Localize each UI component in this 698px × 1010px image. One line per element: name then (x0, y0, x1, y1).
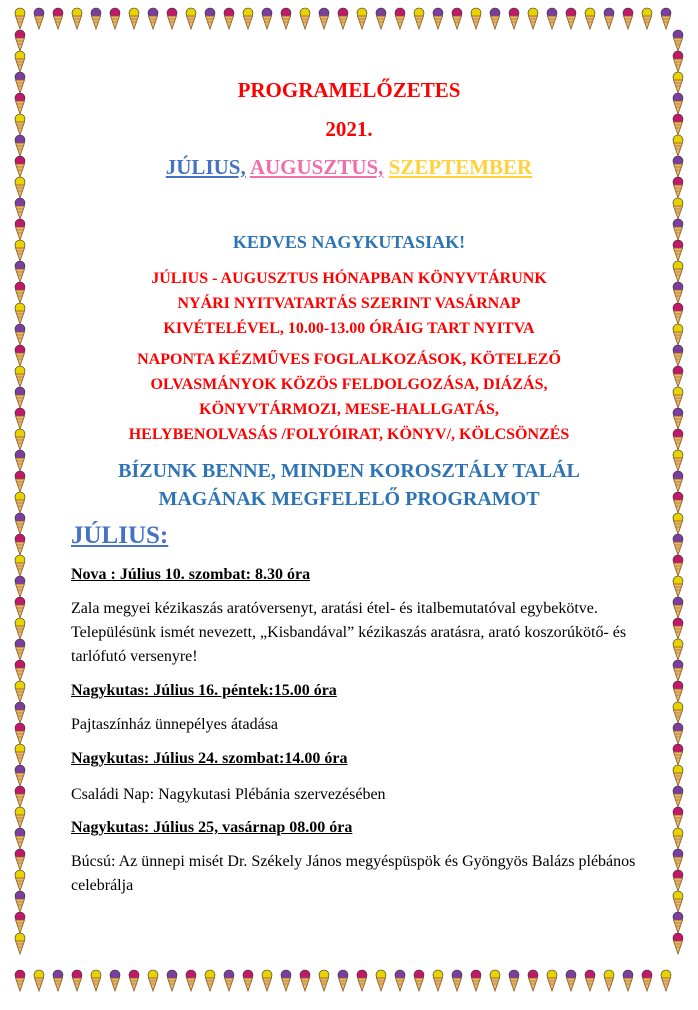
ice-cream-cone-icon (15, 471, 25, 492)
ice-cream-cone-icon (376, 8, 386, 29)
ice-cream-cone-icon (673, 324, 683, 345)
ice-cream-cone-icon (585, 970, 595, 991)
ice-cream-cone-icon (673, 345, 683, 366)
ice-cream-cone-icon (15, 933, 25, 954)
ice-cream-cone-icon (547, 8, 557, 29)
ice-cream-cone-icon (110, 970, 120, 991)
ice-cream-cone-icon (15, 828, 25, 849)
ice-cream-cone-icon (15, 345, 25, 366)
ice-cream-cone-icon (673, 555, 683, 576)
ice-cream-cone-icon (262, 970, 272, 991)
ice-cream-cone-icon (15, 970, 25, 991)
greeting: KEDVES NAGYKUTASIAK! (232, 232, 466, 252)
ice-cream-cone-icon (566, 970, 576, 991)
ice-cream-cone-icon (673, 219, 683, 240)
ice-cream-cone-icon (205, 8, 215, 29)
ice-cream-cone-icon (167, 970, 177, 991)
ice-cream-cone-icon (15, 240, 25, 261)
ice-cream-cone-icon (673, 828, 683, 849)
ice-cream-cone-icon (15, 8, 25, 29)
section-heading-july: JÚLIUS: (71, 522, 169, 549)
ice-cream-cone-icon (604, 970, 614, 991)
ice-cream-cone-icon (300, 8, 310, 29)
ice-cream-cone-icon (490, 8, 500, 29)
ice-cream-cone-icon (395, 8, 405, 29)
ice-cream-cone-icon (673, 618, 683, 639)
ice-cream-cone-icon (673, 156, 683, 177)
ice-cream-cone-icon (433, 970, 443, 991)
ice-cream-cone-icon (15, 366, 25, 387)
ice-cream-cone-icon (547, 970, 557, 991)
ice-cream-cone-icon (15, 177, 25, 198)
ice-cream-cone-icon (91, 970, 101, 991)
ice-cream-cone-icon (15, 660, 25, 681)
ice-cream-cone-icon (585, 8, 595, 29)
ice-cream-cone-icon (661, 970, 671, 991)
ice-cream-cone-icon (673, 51, 683, 72)
ice-cream-cone-icon (673, 639, 683, 660)
ice-cream-cone-icon (72, 970, 82, 991)
ice-cream-cone-icon (642, 8, 652, 29)
ice-cream-cone-icon (15, 723, 25, 744)
ice-cream-cone-icon (243, 8, 253, 29)
ice-cream-cone-icon (110, 8, 120, 29)
ice-cream-cone-icon (673, 723, 683, 744)
ice-cream-cone-icon (148, 970, 158, 991)
ice-cream-cone-icon (53, 8, 63, 29)
closing-message (60, 457, 638, 513)
ice-cream-cone-icon (673, 660, 683, 681)
ice-cream-cone-icon (673, 72, 683, 93)
ice-cream-cone-icon (509, 8, 519, 29)
month-list (60, 155, 638, 180)
event-heading: Nova : Július 10. szombat: 8.30 óra (71, 566, 311, 583)
ice-cream-cone-icon (15, 534, 25, 555)
ice-cream-cone-icon (300, 970, 310, 991)
ice-cream-cone-icon (433, 8, 443, 29)
ice-cream-cone-icon (15, 891, 25, 912)
ice-cream-cone-icon (186, 8, 196, 29)
event-heading: Nagykutas: Július 25, vasárnap 08.00 óra (71, 819, 353, 836)
ice-cream-cone-icon (673, 534, 683, 555)
ice-cream-cone-icon (673, 471, 683, 492)
flyer-year: 2021. (325, 117, 373, 141)
ice-cream-cone-icon (34, 8, 44, 29)
ice-cream-cone-icon (673, 597, 683, 618)
ice-cream-cone-icon (15, 93, 25, 114)
ice-cream-cone-icon (15, 807, 25, 828)
ice-cream-cone-icon (15, 72, 25, 93)
ice-cream-cone-icon (673, 114, 683, 135)
event-description: Pajtaszínház ünnepélyes átadása (71, 716, 279, 733)
activities-line: KÖNYVTÁRMOZI, MESE-HALLGATÁS, (199, 401, 499, 418)
ice-cream-cone-icon (673, 450, 683, 471)
ice-cream-cone-icon (15, 282, 25, 303)
ice-cream-cone-icon (15, 681, 25, 702)
activities-line: HELYBENOLVASÁS /FOLYÓIRAT, KÖNYV/, KÖLCSÖNZÉS (128, 426, 570, 443)
ice-cream-cone-icon (15, 51, 25, 72)
ice-cream-cone-icon (673, 702, 683, 723)
ice-cream-cone-icon (673, 933, 683, 954)
ice-cream-cone-icon (15, 765, 25, 786)
ice-cream-cone-icon (72, 8, 82, 29)
ice-cream-cone-icon (471, 970, 481, 991)
ice-cream-cone-icon (357, 970, 367, 991)
ice-cream-cone-icon (673, 366, 683, 387)
ice-cream-cone-icon (129, 8, 139, 29)
ice-cream-cone-icon (673, 429, 683, 450)
ice-cream-cone-icon (673, 261, 683, 282)
event-heading: Nagykutas: Július 16. péntek:15.00 óra (71, 682, 337, 699)
ice-cream-cone-icon (338, 8, 348, 29)
ice-cream-cone-icon (148, 8, 158, 29)
ice-cream-cone-icon (34, 970, 44, 991)
ice-cream-cone-icon (673, 513, 683, 534)
ice-cream-cone-icon (414, 970, 424, 991)
activities-notice (60, 347, 638, 447)
ice-cream-cone-icon (15, 324, 25, 345)
ice-cream-cone-icon (15, 849, 25, 870)
activities-line: OLVASMÁNYOK KÖZÖS FELDOLGOZÁSA, DIÁZÁS, (150, 376, 548, 393)
ice-cream-cone-icon (15, 156, 25, 177)
ice-cream-cone-icon (452, 970, 462, 991)
ice-cream-cone-icon (15, 429, 25, 450)
ice-cream-cone-icon (91, 8, 101, 29)
ice-cream-cone-icon (224, 970, 234, 991)
month-september: SZEPTEMBER (388, 155, 533, 179)
ice-cream-cone-icon (376, 970, 386, 991)
opening-line: NYÁRI NYITVATARTÁS SZERINT VASÁRNAP (177, 295, 521, 312)
ice-cream-cone-icon (452, 8, 462, 29)
month-august: AUGUSZTUS, (249, 155, 384, 179)
ice-cream-cone-icon (471, 8, 481, 29)
ice-cream-cone-icon (338, 970, 348, 991)
ice-cream-cone-icon (673, 177, 683, 198)
ice-cream-cone-icon (205, 970, 215, 991)
ice-cream-cone-icon (15, 261, 25, 282)
ice-cream-cone-icon (673, 786, 683, 807)
ice-cream-cone-icon (528, 8, 538, 29)
ice-cream-cone-icon (224, 8, 234, 29)
ice-cream-cone-icon (673, 849, 683, 870)
activities-line: NAPONTA KÉZMŰVES FOGLALKOZÁSOK, KÖTELEZŐ (137, 351, 561, 368)
ice-cream-cone-icon (673, 807, 683, 828)
ice-cream-cone-icon (15, 219, 25, 240)
ice-cream-cone-icon (414, 8, 424, 29)
ice-cream-cone-icon (673, 870, 683, 891)
ice-cream-cone-icon (319, 8, 329, 29)
ice-cream-cone-icon (528, 970, 538, 991)
flyer-title: PROGRAMELŐZETES (237, 78, 461, 102)
ice-cream-cone-icon (15, 387, 25, 408)
closing-line: BÍZUNK BENNE, MINDEN KOROSZTÁLY TALÁL (118, 460, 580, 482)
ice-cream-cone-icon (15, 30, 25, 51)
ice-cream-cone-icon (262, 8, 272, 29)
ice-cream-cone-icon (673, 492, 683, 513)
ice-cream-cone-icon (15, 555, 25, 576)
ice-cream-cone-icon (15, 702, 25, 723)
ice-cream-cone-icon (673, 198, 683, 219)
ice-cream-cone-icon (661, 8, 671, 29)
event-description: Családi Nap: Nagykutasi Plébánia szervezésében (71, 786, 386, 803)
ice-cream-cone-icon (673, 240, 683, 261)
ice-cream-cone-icon (15, 786, 25, 807)
ice-cream-cone-icon (15, 639, 25, 660)
ice-cream-cone-icon (395, 970, 405, 991)
ice-cream-cone-icon (673, 387, 683, 408)
opening-line: JÚLIUS - AUGUSZTUS HÓNAPBAN KÖNYVTÁRUNK (151, 270, 547, 287)
event-description: Zala megyei kézikaszás aratóversenyt, aratási étel- és italbemutatóval egybekötve. Településünk ismét nevezett, „Kisbandával” kézikaszás aratásra, arató koszorúkötő- és tarlófutó versenyre! (71, 600, 627, 665)
ice-cream-cone-icon (623, 8, 633, 29)
ice-cream-cone-icon (15, 870, 25, 891)
ice-cream-cone-icon (319, 970, 329, 991)
ice-cream-cone-icon (15, 744, 25, 765)
ice-cream-cone-icon (15, 114, 25, 135)
ice-cream-cone-icon (509, 970, 519, 991)
ice-cream-cone-icon (15, 513, 25, 534)
ice-cream-cone-icon (15, 303, 25, 324)
ice-cream-cone-icon (566, 8, 576, 29)
ice-cream-cone-icon (15, 492, 25, 513)
ice-cream-cone-icon (15, 198, 25, 219)
ice-cream-cone-icon (673, 912, 683, 933)
event-description: Búcsú: Az ünnepi misét Dr. Székely János megyéspüspök és Gyöngyös Balázs plébános celebrálja (71, 853, 636, 894)
ice-cream-cone-icon (673, 408, 683, 429)
ice-cream-cone-icon (357, 8, 367, 29)
ice-cream-cone-icon (281, 970, 291, 991)
ice-cream-cone-icon (129, 970, 139, 991)
ice-cream-cone-icon (673, 891, 683, 912)
ice-cream-cone-icon (53, 970, 63, 991)
ice-cream-cone-icon (15, 450, 25, 471)
ice-cream-cone-icon (604, 8, 614, 29)
ice-cream-cone-icon (642, 970, 652, 991)
opening-line: KIVÉTELÉVEL, 10.00-13.00 ÓRÁIG TART NYITVA (163, 320, 535, 337)
ice-cream-cone-icon (281, 8, 291, 29)
ice-cream-cone-icon (673, 135, 683, 156)
ice-cream-cone-icon (673, 93, 683, 114)
ice-cream-cone-icon (15, 408, 25, 429)
ice-cream-cone-icon (186, 970, 196, 991)
ice-cream-cone-icon (15, 597, 25, 618)
opening-hours-notice (60, 266, 638, 341)
ice-cream-cone-icon (673, 303, 683, 324)
ice-cream-cone-icon (673, 744, 683, 765)
month-july: JÚLIUS, (165, 155, 246, 179)
ice-cream-cone-icon (673, 765, 683, 786)
ice-cream-cone-icon (15, 135, 25, 156)
ice-cream-cone-icon (673, 576, 683, 597)
ice-cream-cone-icon (673, 30, 683, 51)
ice-cream-cone-icon (15, 618, 25, 639)
ice-cream-cone-icon (490, 970, 500, 991)
ice-cream-cone-icon (167, 8, 177, 29)
ice-cream-cone-icon (623, 970, 633, 991)
ice-cream-cone-icon (15, 576, 25, 597)
ice-cream-cone-icon (15, 912, 25, 933)
ice-cream-cone-icon (673, 282, 683, 303)
closing-line: MAGÁNAK MEGFELELŐ PROGRAMOT (158, 488, 540, 510)
ice-cream-cone-icon (673, 681, 683, 702)
ice-cream-cone-icon (243, 970, 253, 991)
event-heading: Nagykutas: Július 24. szombat:14.00 óra (71, 750, 348, 767)
